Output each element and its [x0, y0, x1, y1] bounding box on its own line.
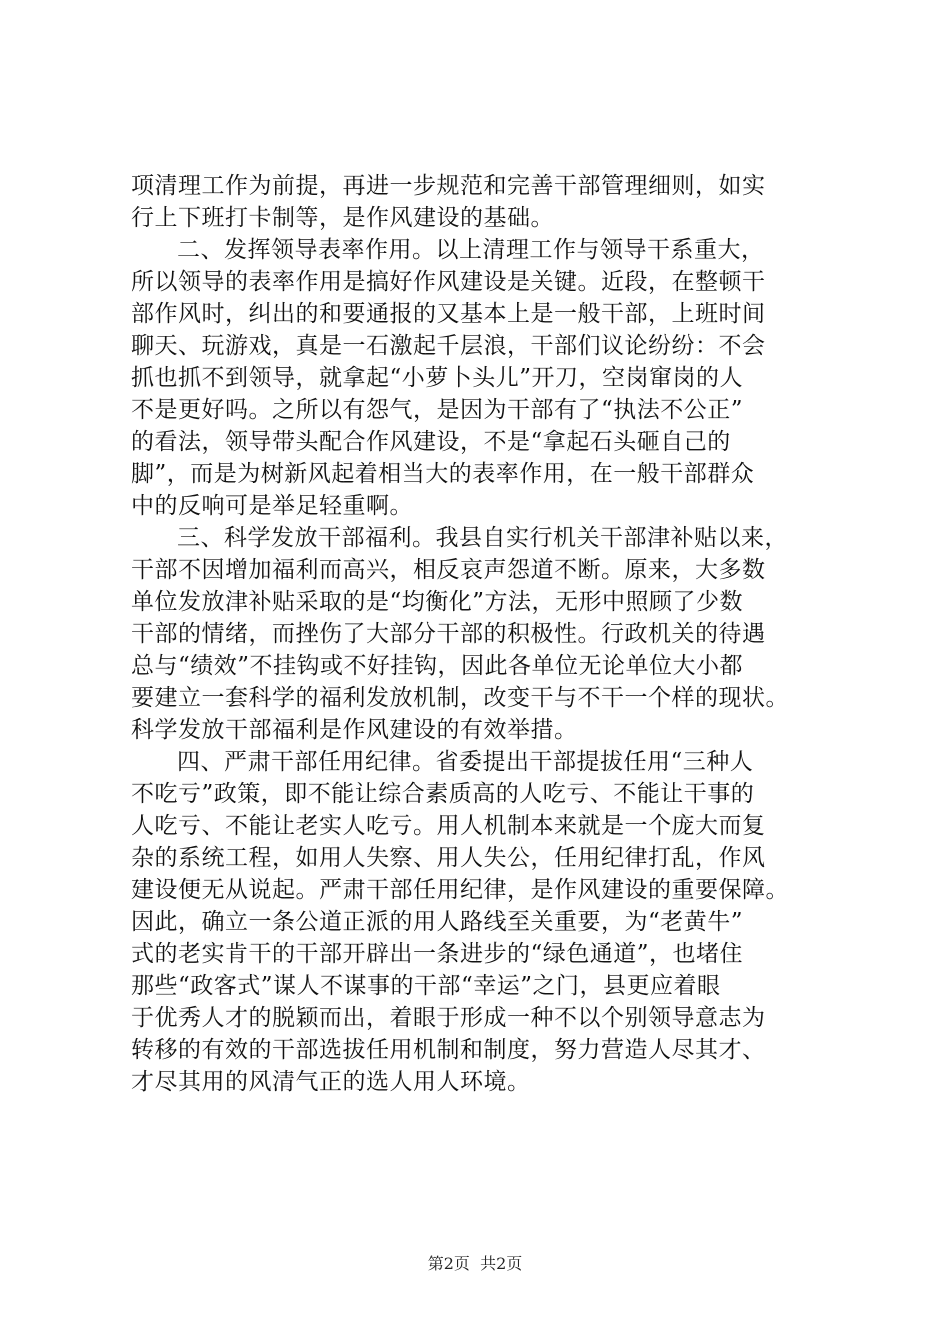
text-line: 干部不因增加福利而高兴，相反哀声怨道不断。原来，大多数 [131, 557, 766, 583]
text-line: 总与“绩效”不挂钩或不好挂钩，因此各单位无论单位大小都 [131, 653, 744, 679]
document-body [131, 170, 831, 1098]
text-line: 单位发放津补贴采取的是“均衡化”方法，无形中照顾了少数 [131, 589, 744, 615]
text-line: 项清理工作为前提，再进一步规范和完善干部管理细则，如实 [131, 173, 766, 199]
text-line: 的看法，领导带头配合作风建设，不是“拿起石头砸自己的 [131, 429, 731, 455]
text-line: 聊天、玩游戏，真是一石激起千层浪，干部们议论纷纷：不会 [131, 333, 766, 359]
text-line: 杂的系统工程，如用人失察、用人失公，任用纪律打乱，作风 [131, 845, 766, 871]
text-line: 式的老实肯干的干部开辟出一条进步的“绿色通道”，也堵住 [131, 941, 744, 967]
text-line: 科学发放干部福利是作风建设的有效举措。 [131, 717, 578, 743]
paragraph [131, 234, 831, 522]
text-line: 转移的有效的干部选拔任用机制和制度，努力营造人尽其才、 [131, 1037, 766, 1063]
text-line: 三、科学发放干部福利。我县自实行机关干部津补贴以来， [177, 525, 788, 551]
text-line: 要建立一套科学的福利发放机制，改变干与不干一个样的现状。 [131, 685, 789, 711]
text-line: 不是更好吗。之所以有怨气，是因为干部有了“执法不公正” [131, 397, 744, 423]
text-line: 才尽其用的风清气正的选人用人环境。 [131, 1069, 531, 1095]
text-line: 四、严肃干部任用纪律。省委提出干部提拔任用“三种人 [177, 749, 754, 775]
text-line: 抓也抓不到领导，就拿起“小萝卜头儿”开刀，空岗窜岗的人 [131, 365, 744, 391]
text-line: 干部的情绪，而挫伤了大部分干部的积极性。行政机关的待遇 [131, 621, 766, 647]
text-line: 脚”，而是为树新风起着相当大的表率作用，在一般干部群众 [131, 461, 755, 487]
paragraph [131, 522, 831, 746]
text-line: 行上下班打卡制等，是作风建设的基础。 [131, 205, 554, 231]
page-footer [0, 1254, 950, 1274]
text-line: 人吃亏、不能让老实人吃亏。用人机制本来就是一个庞大而复 [131, 813, 766, 839]
text-line: 于优秀人才的脱颖而出，着眼于形成一种不以个别领导意志为 [131, 1005, 766, 1031]
text-line: 因此，确立一条公道正派的用人路线至关重要，为“老黄牛” [131, 909, 744, 935]
text-line: 中的反响可是举足轻重啊。 [131, 493, 413, 519]
paragraph [131, 170, 831, 234]
text-line: 二、发挥领导表率作用。以上清理工作与领导干系重大， [177, 237, 765, 263]
text-line: 所以领导的表率作用是搞好作风建设是关键。近段，在整顿干 [131, 269, 766, 295]
text-line: 那些“政客式”谋人不谋事的干部“幸运”之门，县更应着眼 [131, 973, 721, 999]
page-number: 第2页 共2页 [427, 1254, 523, 1273]
text-line: 建设便无从说起。严肃干部任用纪律，是作风建设的重要保障。 [131, 877, 789, 903]
paragraph [131, 746, 831, 1098]
text-line: 不吃亏”政策，即不能让综合素质高的人吃亏、不能让干事的 [131, 781, 755, 807]
text-line: 部作风时，纠出的和要通报的又基本上是一般干部，上班时间 [131, 301, 766, 327]
